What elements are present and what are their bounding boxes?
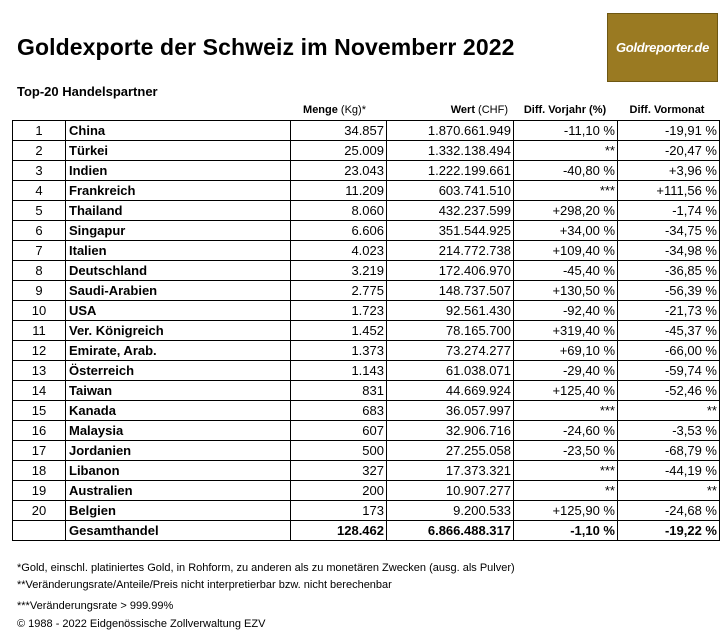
- rank-cell: 16: [13, 421, 66, 441]
- logo-text: Goldreporter.de: [615, 40, 710, 55]
- rank-cell: 9: [13, 281, 66, 301]
- vorjahr-cell: +125,90 %: [514, 501, 618, 521]
- vorjahr-cell: ***: [514, 461, 618, 481]
- total-rank-cell: [13, 521, 66, 541]
- table-row: [13, 301, 720, 321]
- rank-cell: 1: [13, 121, 66, 141]
- country-cell: China: [66, 121, 291, 141]
- rank-cell: 7: [13, 241, 66, 261]
- wert-cell: 1.222.199.661: [387, 161, 514, 181]
- country-cell: Deutschland: [66, 261, 291, 281]
- table-row: [13, 241, 720, 261]
- vormonat-cell: -44,19 %: [618, 461, 720, 481]
- wert-cell: 603.741.510: [387, 181, 514, 201]
- column-header-wert-unit: (CHF): [475, 104, 508, 116]
- wert-cell: 1.870.661.949: [387, 121, 514, 141]
- vormonat-cell: -21,73 %: [618, 301, 720, 321]
- menge-cell: 173: [291, 501, 387, 521]
- vorjahr-cell: +319,40 %: [514, 321, 618, 341]
- vorjahr-cell: -45,40 %: [514, 261, 618, 281]
- table-row: [13, 141, 720, 161]
- rank-cell: 19: [13, 481, 66, 501]
- rank-cell: 17: [13, 441, 66, 461]
- total-vorjahr: -1,10 %: [514, 521, 618, 541]
- table-row: [13, 461, 720, 481]
- country-cell: Italien: [66, 241, 291, 261]
- menge-cell: 3.219: [291, 261, 387, 281]
- menge-cell: 500: [291, 441, 387, 461]
- rank-cell: 13: [13, 361, 66, 381]
- column-header-menge: [280, 104, 366, 116]
- country-cell: Emirate, Arab.: [66, 341, 291, 361]
- rank-cell: 14: [13, 381, 66, 401]
- vorjahr-cell: -92,40 %: [514, 301, 618, 321]
- vormonat-cell: +3,96 %: [618, 161, 720, 181]
- rank-cell: 4: [13, 181, 66, 201]
- rank-cell: 5: [13, 201, 66, 221]
- country-cell: Kanada: [66, 401, 291, 421]
- vorjahr-cell: ***: [514, 401, 618, 421]
- country-cell: Belgien: [66, 501, 291, 521]
- country-cell: USA: [66, 301, 291, 321]
- country-cell: Singapur: [66, 221, 291, 241]
- menge-cell: 683: [291, 401, 387, 421]
- vormonat-cell: -34,98 %: [618, 241, 720, 261]
- vormonat-cell: -45,37 %: [618, 321, 720, 341]
- table-row: [13, 121, 720, 141]
- wert-cell: 44.669.924: [387, 381, 514, 401]
- vorjahr-cell: -11,10 %: [514, 121, 618, 141]
- menge-cell: 34.857: [291, 121, 387, 141]
- column-header-wert: [390, 104, 508, 116]
- vorjahr-cell: **: [514, 481, 618, 501]
- wert-cell: 36.057.997: [387, 401, 514, 421]
- table-row: [13, 341, 720, 361]
- menge-cell: 4.023: [291, 241, 387, 261]
- menge-cell: 1.143: [291, 361, 387, 381]
- vorjahr-cell: -29,40 %: [514, 361, 618, 381]
- country-cell: Taiwan: [66, 381, 291, 401]
- vormonat-cell: -20,47 %: [618, 141, 720, 161]
- table-row: [13, 161, 720, 181]
- table-row: [13, 501, 720, 521]
- country-cell: Österreich: [66, 361, 291, 381]
- country-cell: Ver. Königreich: [66, 321, 291, 341]
- rank-cell: 3: [13, 161, 66, 181]
- menge-cell: 2.775: [291, 281, 387, 301]
- menge-cell: 8.060: [291, 201, 387, 221]
- vorjahr-cell: -23,50 %: [514, 441, 618, 461]
- wert-cell: 27.255.058: [387, 441, 514, 461]
- copyright-note: © 1988 - 2022 Eidgenössische Zollverwaltung EZV: [17, 618, 266, 630]
- rank-cell: 6: [13, 221, 66, 241]
- vorjahr-cell: +125,40 %: [514, 381, 618, 401]
- vorjahr-cell: -40,80 %: [514, 161, 618, 181]
- vorjahr-cell: +34,00 %: [514, 221, 618, 241]
- column-header-menge-label: Menge: [303, 104, 338, 116]
- menge-cell: 1.452: [291, 321, 387, 341]
- vormonat-cell: -52,46 %: [618, 381, 720, 401]
- vormonat-cell: **: [618, 401, 720, 421]
- wert-cell: 78.165.700: [387, 321, 514, 341]
- wert-cell: 10.907.277: [387, 481, 514, 501]
- country-cell: Frankreich: [66, 181, 291, 201]
- vormonat-cell: -24,68 %: [618, 501, 720, 521]
- rank-cell: 15: [13, 401, 66, 421]
- table-row: [13, 361, 720, 381]
- vorjahr-cell: **: [514, 141, 618, 161]
- vormonat-cell: -19,91 %: [618, 121, 720, 141]
- country-cell: Indien: [66, 161, 291, 181]
- rank-cell: 12: [13, 341, 66, 361]
- country-cell: Türkei: [66, 141, 291, 161]
- vormonat-cell: -66,00 %: [618, 341, 720, 361]
- table-row: [13, 381, 720, 401]
- table-row: [13, 181, 720, 201]
- wert-cell: 9.200.533: [387, 501, 514, 521]
- vormonat-cell: -34,75 %: [618, 221, 720, 241]
- page-title: Goldexporte der Schweiz im Novemberr 2022: [17, 34, 515, 60]
- vormonat-cell: **: [618, 481, 720, 501]
- vorjahr-cell: +130,50 %: [514, 281, 618, 301]
- wert-cell: 214.772.738: [387, 241, 514, 261]
- wert-cell: 17.373.321: [387, 461, 514, 481]
- footnote-double-star: **Veränderungsrate/Anteile/Preis nicht interpretierbar bzw. nicht berechenbar: [17, 579, 392, 591]
- menge-cell: 23.043: [291, 161, 387, 181]
- wert-cell: 172.406.970: [387, 261, 514, 281]
- rank-cell: 10: [13, 301, 66, 321]
- wert-cell: 61.038.071: [387, 361, 514, 381]
- menge-cell: 1.723: [291, 301, 387, 321]
- table-row: [13, 401, 720, 421]
- menge-cell: 6.606: [291, 221, 387, 241]
- table-row: [13, 481, 720, 501]
- menge-cell: 327: [291, 461, 387, 481]
- vorjahr-cell: +298,20 %: [514, 201, 618, 221]
- vormonat-cell: -36,85 %: [618, 261, 720, 281]
- wert-cell: 32.906.716: [387, 421, 514, 441]
- menge-cell: 1.373: [291, 341, 387, 361]
- total-wert: 6.866.488.317: [387, 521, 514, 541]
- table-row: [13, 421, 720, 441]
- menge-cell: 200: [291, 481, 387, 501]
- vormonat-cell: -68,79 %: [618, 441, 720, 461]
- total-label: Gesamthandel: [66, 521, 291, 541]
- country-cell: Thailand: [66, 201, 291, 221]
- total-row: [13, 521, 720, 541]
- rank-cell: 20: [13, 501, 66, 521]
- wert-cell: 73.274.277: [387, 341, 514, 361]
- country-cell: Malaysia: [66, 421, 291, 441]
- rank-cell: 18: [13, 461, 66, 481]
- country-cell: Jordanien: [66, 441, 291, 461]
- country-cell: Libanon: [66, 461, 291, 481]
- menge-cell: 607: [291, 421, 387, 441]
- vormonat-cell: -56,39 %: [618, 281, 720, 301]
- vormonat-cell: -3,53 %: [618, 421, 720, 441]
- vorjahr-cell: ***: [514, 181, 618, 201]
- table-row: [13, 441, 720, 461]
- footnote-gold: *Gold, einschl. platiniertes Gold, in Rohform, zu anderen als zu monetären Zwecken (ausg. als Pulver): [17, 562, 515, 574]
- table-row: [13, 281, 720, 301]
- wert-cell: 432.237.599: [387, 201, 514, 221]
- column-header-wert-label: Wert: [450, 104, 475, 116]
- country-cell: Saudi-Arabien: [66, 281, 291, 301]
- total-menge: 128.462: [291, 521, 387, 541]
- country-cell: Australien: [66, 481, 291, 501]
- table-row: [13, 201, 720, 221]
- total-vormonat: -19,22 %: [618, 521, 720, 541]
- wert-cell: 148.737.507: [387, 281, 514, 301]
- table-row: [13, 261, 720, 281]
- vorjahr-cell: -24,60 %: [514, 421, 618, 441]
- goldreporter-logo[interactable]: [607, 13, 718, 82]
- menge-cell: 831: [291, 381, 387, 401]
- table-row: [13, 221, 720, 241]
- table-subtitle: Top-20 Handelspartner: [17, 84, 158, 99]
- wert-cell: 351.544.925: [387, 221, 514, 241]
- menge-cell: 11.209: [291, 181, 387, 201]
- menge-cell: 25.009: [291, 141, 387, 161]
- table-row: [13, 321, 720, 341]
- rank-cell: 11: [13, 321, 66, 341]
- wert-cell: 1.332.138.494: [387, 141, 514, 161]
- partner-table-body: [13, 121, 720, 541]
- vorjahr-cell: +109,40 %: [514, 241, 618, 261]
- wert-cell: 92.561.430: [387, 301, 514, 321]
- vorjahr-cell: +69,10 %: [514, 341, 618, 361]
- rank-cell: 8: [13, 261, 66, 281]
- footnote-triple-star: ***Veränderungsrate > 999.99%: [17, 600, 174, 612]
- column-header-vormonat-label: Diff. Vormonat: [629, 104, 705, 116]
- column-header-menge-unit: (Kg)*: [337, 104, 366, 116]
- column-header-vorjahr: [515, 104, 615, 116]
- rank-cell: 2: [13, 141, 66, 161]
- column-header-vormonat: [617, 104, 717, 116]
- column-header-vorjahr-label: Diff. Vorjahr (%): [523, 104, 607, 116]
- vormonat-cell: -1,74 %: [618, 201, 720, 221]
- partner-table: [12, 120, 720, 541]
- vormonat-cell: -59,74 %: [618, 361, 720, 381]
- vormonat-cell: +111,56 %: [618, 181, 720, 201]
